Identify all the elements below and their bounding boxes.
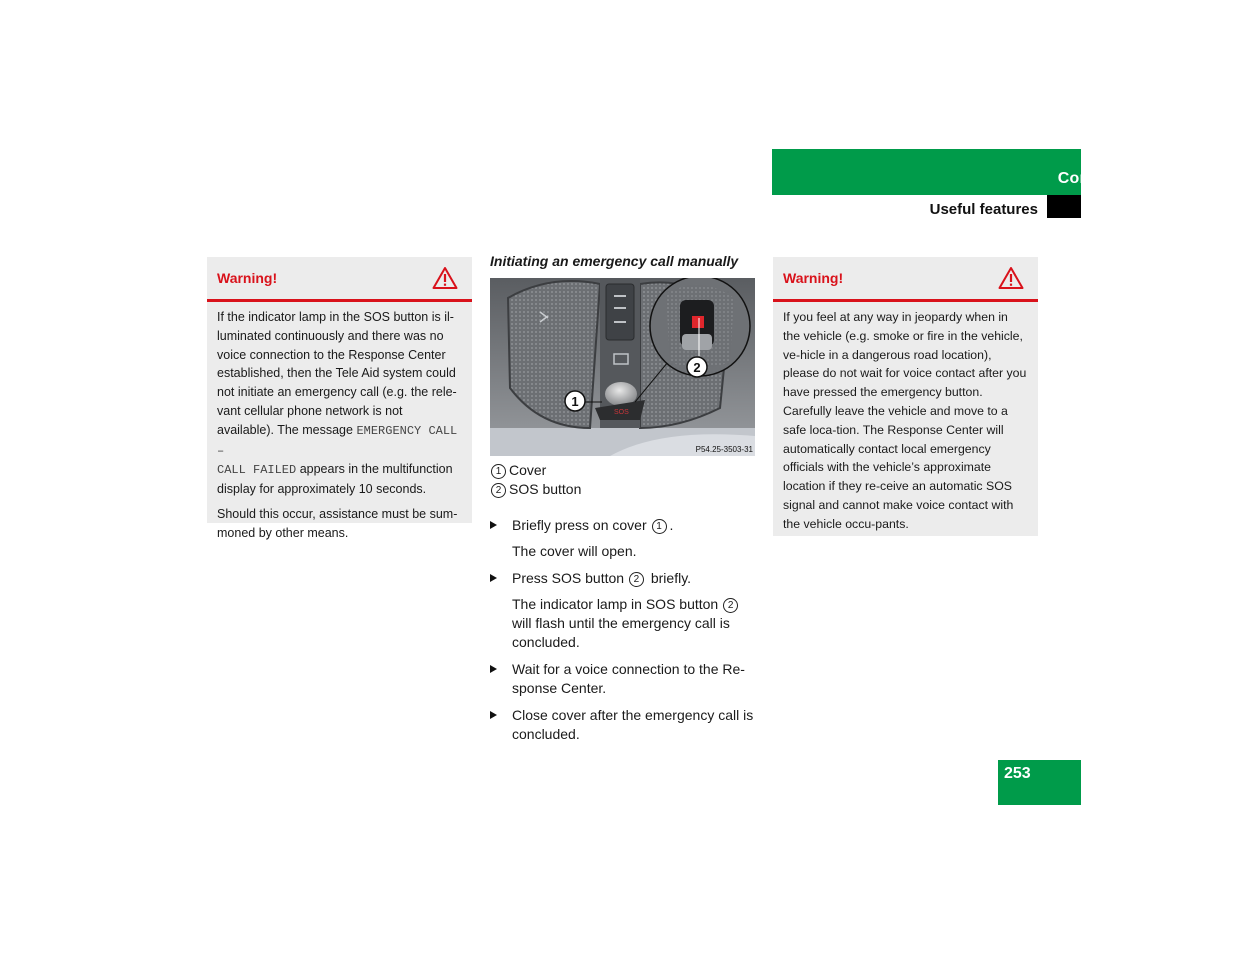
bullet-arrow-icon	[490, 665, 497, 673]
step-text: Close cover after the emergency call is concluded.	[512, 707, 754, 742]
result-text: The indicator lamp in SOS button	[512, 596, 723, 612]
legend-item-cover	[490, 461, 758, 480]
legend-label: Cover	[509, 462, 547, 478]
display-message-line-1: EMERGENCY CALL –	[217, 423, 458, 458]
step-3	[490, 660, 758, 698]
warning-title: Warning!	[783, 270, 844, 286]
step-4	[490, 706, 758, 744]
warning-box-left	[207, 257, 472, 540]
step-text: Wait for a voice connection to the Re-sponse Center.	[512, 661, 745, 696]
warning-triangle-icon	[432, 266, 458, 290]
bullet-arrow-icon	[490, 521, 497, 529]
warning-box-right	[773, 257, 1038, 536]
subsection-title: Useful features	[929, 201, 1038, 218]
bullet-arrow-icon	[490, 574, 497, 582]
warning-paragraph-2: Should this occur, assistance must be sum-moned by other means.	[217, 506, 458, 540]
svg-text:SOS: SOS	[614, 409, 629, 416]
step-text: briefly.	[646, 570, 692, 586]
warning-header	[773, 257, 1038, 302]
warning-text: If you feel at any way in jeopardy when in the vehicle (e.g. smoke or fire in the vehicle, ve-hicle in a dangerous road location), please do not wait for voice contact after you have pressed the emergency button. Carefully leave the vehicle and move to a safe loca-tion. The Response Center will automatically contact local emergency officials with the vehicle’s approximate location if they re-ceive an automatic SOS signal and cannot make voice contact with the vehicle occu-pants.	[783, 310, 1027, 531]
header-tab-marker	[1047, 195, 1081, 218]
step-text: Briefly press on cover	[512, 517, 651, 533]
warning-text-part: appears in the multifunction display for approximately 10 seconds.	[217, 462, 453, 497]
page-number: 253	[1004, 765, 1031, 782]
warning-paragraph-1	[217, 308, 462, 499]
result-2	[490, 595, 758, 652]
display-message-line-2: CALL FAILED	[217, 463, 297, 478]
header-bar	[772, 149, 1081, 195]
callout-number: 1	[652, 519, 667, 534]
procedure-text	[490, 461, 758, 744]
step-text: .	[669, 517, 674, 533]
callout-2-label: 2	[693, 360, 701, 375]
warning-title: Warning!	[217, 270, 278, 286]
callout-number: 1	[491, 464, 506, 479]
sos-button-illustration	[490, 278, 755, 456]
legend-label: SOS button	[509, 481, 582, 497]
figure-code: P54.25-3503-31	[695, 445, 753, 454]
result-1: The cover will open.	[512, 543, 637, 559]
callout-number: 2	[629, 572, 644, 587]
callout-number: 2	[723, 598, 738, 613]
warning-text-part: If the indicator lamp in the SOS button is il-luminated continuously and there was no voice connection to the Response Center established, then the Tele Aid system could not initiate an emergency call (e.g. the rele-vant cellular phone network is not available). The message	[217, 310, 457, 437]
warning-text	[207, 302, 472, 557]
procedure-heading: Initiating an emergency call manually	[490, 253, 739, 269]
bullet-arrow-icon	[490, 711, 497, 719]
legend-item-sos-button	[490, 480, 758, 499]
warning-header	[207, 257, 472, 302]
section-title: Controls in detail	[1057, 170, 1192, 187]
step-2	[490, 569, 758, 588]
step-text: Press SOS button	[512, 570, 628, 586]
page-number-tab	[998, 760, 1081, 805]
callout-number: 2	[491, 483, 506, 498]
warning-triangle-icon	[998, 266, 1024, 290]
callout-1-label: 1	[571, 394, 579, 409]
result-text: will flash until the emergency call is concluded.	[512, 615, 730, 650]
step-1	[490, 516, 758, 535]
